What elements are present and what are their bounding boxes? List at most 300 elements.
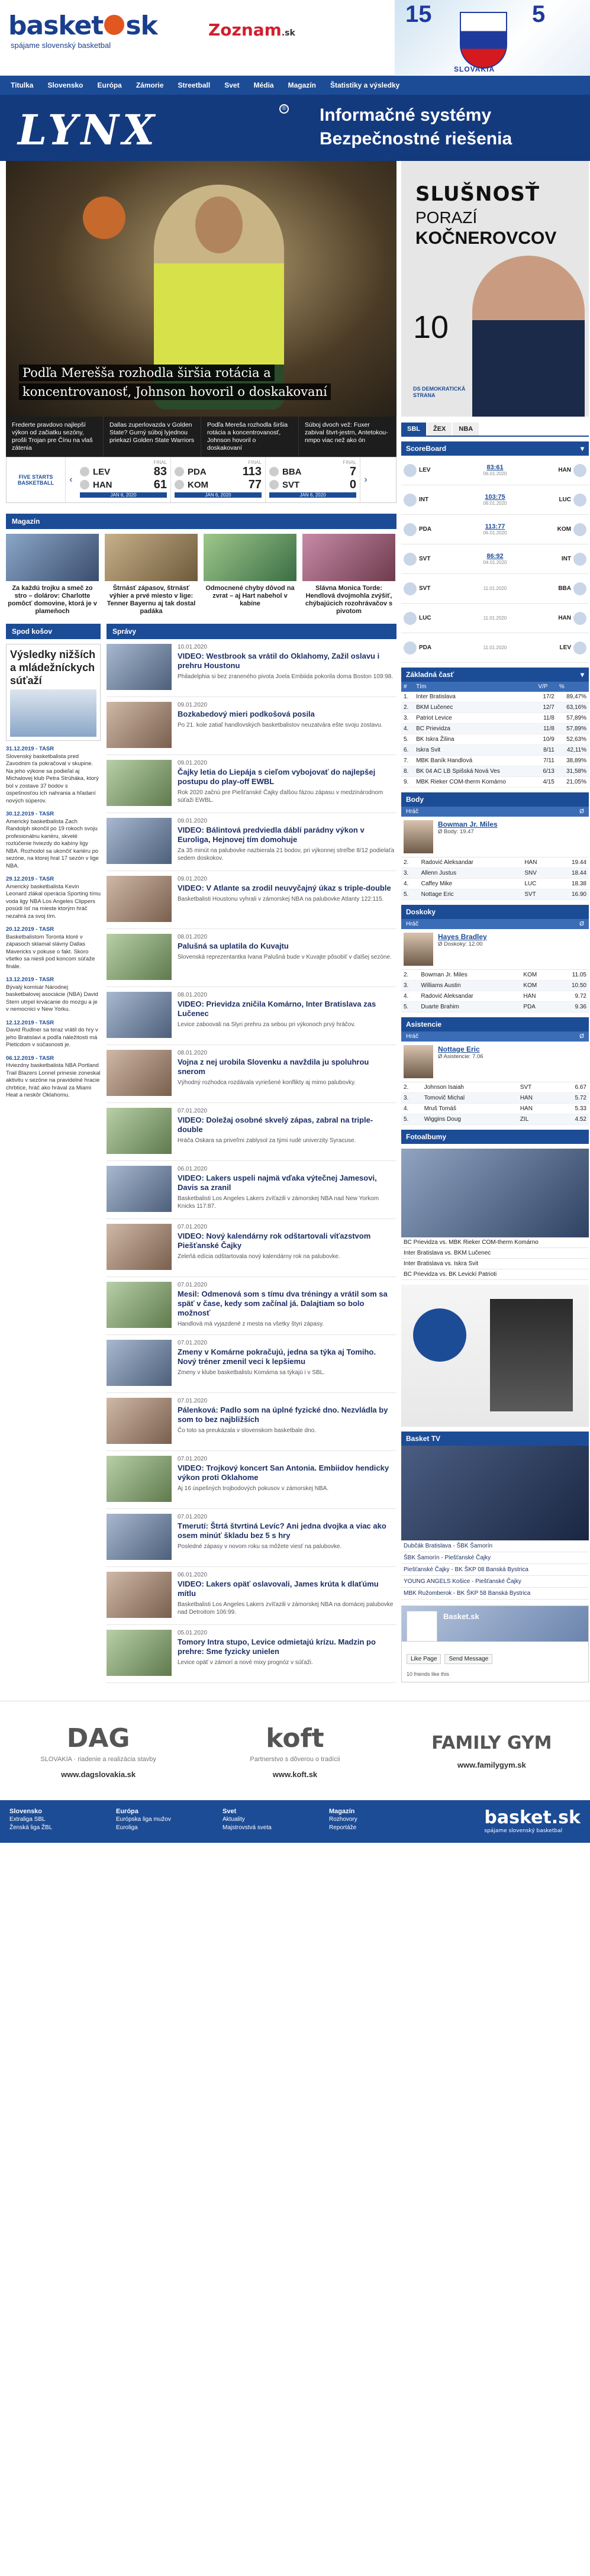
tv-link[interactable]: YOUNG ANGELS Košice - Piešťanské Čajky bbox=[401, 1576, 589, 1588]
table-cell: 21,05% bbox=[557, 777, 589, 788]
promo-image bbox=[490, 1299, 573, 1411]
table-cell: 4. bbox=[401, 1104, 422, 1114]
news-thumbnail bbox=[107, 1340, 172, 1386]
short-news-item[interactable]: 31.12.2019 - TASR Slovenský basketbalista pred Zavodnim ťa pokračoval v skupine. Na jeho výkone sa podieľal aj Michalovej klub Petra Strúháka, ktorý bol v zostave 37 bodov s úspešnosťou ich nahrania a hľadaní nových súperov. bbox=[6, 746, 99, 804]
team-score: 61 bbox=[153, 478, 167, 491]
table-row[interactable] bbox=[401, 702, 589, 713]
leader-value: Ø Body: 19.47 bbox=[438, 828, 474, 835]
scoreboard-game[interactable] bbox=[401, 456, 589, 485]
magazin-item[interactable] bbox=[6, 534, 99, 615]
table-cell: PDA bbox=[521, 1002, 553, 1013]
table-row[interactable] bbox=[401, 1114, 589, 1125]
leader-top[interactable] bbox=[401, 817, 589, 857]
sidebar-political-ad[interactable] bbox=[401, 161, 589, 417]
table-row[interactable] bbox=[401, 991, 589, 1002]
nav-streetball[interactable]: Streetball bbox=[178, 81, 211, 89]
game-result bbox=[440, 464, 550, 476]
ad-number-2: 5 bbox=[532, 1, 546, 27]
col-header: Ø bbox=[579, 1033, 584, 1040]
standings-table bbox=[401, 682, 589, 788]
site-logo[interactable]: basket sk spájame slovenský basketbal bbox=[8, 11, 157, 50]
partner-logo: FAMILY GYM bbox=[431, 1732, 552, 1753]
scoreboard-game[interactable] bbox=[401, 544, 589, 574]
footer-link[interactable]: Reportáže bbox=[329, 1824, 357, 1831]
table-cell: 4. bbox=[401, 991, 418, 1002]
player-avatar bbox=[404, 933, 433, 966]
news-item[interactable] bbox=[107, 1219, 396, 1277]
col-header: Hráč bbox=[406, 1033, 419, 1040]
leader-subheader bbox=[401, 919, 589, 929]
partner-familygym[interactable] bbox=[418, 1733, 566, 1769]
facebook-page-name[interactable]: Basket.sk bbox=[443, 1612, 479, 1621]
basket-tv-header: Basket TV bbox=[401, 1432, 589, 1446]
news-thumbnail bbox=[107, 1572, 172, 1618]
table-cell[interactable]: Patriot Levice bbox=[414, 713, 536, 724]
spod-kosov-header[interactable]: Spod košov bbox=[6, 624, 101, 639]
magazin-item[interactable] bbox=[302, 534, 395, 615]
news-title[interactable]: Palušná sa uplatila do Kuvajtu bbox=[178, 942, 289, 950]
table-cell[interactable]: Inter Bratislava bbox=[414, 692, 536, 702]
table-cell: 4. bbox=[401, 724, 414, 734]
footer-heading[interactable]: Magazín bbox=[329, 1808, 355, 1815]
table-cell[interactable]: BK Iskra Žilina bbox=[414, 734, 536, 745]
album-link[interactable]: BC Prievidza vs. MBK Rieker COM-therm Komárno bbox=[401, 1237, 589, 1248]
table-cell[interactable]: Tomovič Michal bbox=[422, 1093, 518, 1104]
news-body bbox=[178, 1514, 396, 1562]
game-status: FINAL bbox=[248, 460, 262, 465]
news-title[interactable]: VIDEO: Lakers uspeli najmä vďaka výtečnej Jamesovi, Davis sa zranil bbox=[178, 1173, 377, 1192]
section-title: Asistencie bbox=[406, 1020, 442, 1029]
table-cell[interactable]: Nottage Eric bbox=[419, 889, 523, 900]
news-item[interactable] bbox=[107, 1045, 396, 1103]
footer-logo[interactable]: basket.sk spájame slovenský basketbal bbox=[484, 1807, 581, 1834]
news-title[interactable]: VIDEO: Bálintová predviedla dáblí parádny výkon v Euroliga, Hejnovej tím domohuje bbox=[178, 826, 365, 844]
news-title[interactable]: VIDEO: Nový kalendárny rok odštartovali víťazstvom Piešťanské Čajky bbox=[178, 1231, 371, 1250]
leader-name[interactable]: Bowman Jr. Miles bbox=[438, 820, 498, 828]
news-excerpt: Basketbalisti Los Angeles Lakers zvíťazili v zámorskej NBA na domácej palubovke nad Detroitom 106:99. bbox=[178, 1601, 394, 1616]
footer-link[interactable]: Extraliga SBL bbox=[9, 1816, 46, 1823]
section-title: Doskoky bbox=[406, 908, 436, 916]
table-cell: 10/9 bbox=[536, 734, 556, 745]
game-score-link[interactable]: 83:61 bbox=[486, 464, 504, 471]
scoreboard-game[interactable] bbox=[401, 633, 589, 663]
album-photo[interactable] bbox=[401, 1149, 589, 1237]
tv-link[interactable]: ŠBK Šamorín - Piešťanské Čajky bbox=[401, 1552, 589, 1564]
news-thumbnail bbox=[107, 702, 172, 748]
nav-media[interactable]: Média bbox=[253, 81, 274, 89]
table-row[interactable] bbox=[401, 745, 589, 756]
leader-top[interactable] bbox=[401, 929, 589, 970]
news-excerpt: Aj 16 úspešných trojbodových pokusov v zámorskej NBA. bbox=[178, 1485, 329, 1492]
table-cell[interactable]: Radović Aleksandar bbox=[419, 857, 523, 868]
magazin-thumbnail bbox=[302, 534, 395, 581]
partner-koft[interactable] bbox=[221, 1723, 369, 1779]
news-item[interactable] bbox=[107, 1509, 396, 1567]
footer-column bbox=[9, 1807, 116, 1836]
team-logo-icon bbox=[404, 494, 417, 507]
game-date: JAN 6, 2020 bbox=[175, 492, 262, 498]
game-score-link[interactable]: 103:75 bbox=[485, 494, 505, 501]
news-date: 08.01.2020 bbox=[178, 992, 208, 998]
news-body bbox=[178, 876, 396, 924]
sub-teaser[interactable]: Frederte pravdovo najlepší výkon od začiatku sezóny, prošli Trojan pre Čínu na vlaš zátenia bbox=[6, 417, 104, 457]
team-name: HAN bbox=[558, 467, 571, 473]
short-news-item[interactable]: 13.12.2019 - TASR Bývalý komisár Národnej basketbalovej asociácie (NBA) David Stern utrpel krvácanie do mozgu a je v nemocnici v New Yorku. bbox=[6, 976, 98, 1013]
strip-game[interactable] bbox=[266, 457, 360, 502]
short-news-item[interactable]: 20.12.2019 - TASR Basketbalistom Toronta ktoré v zápasoch sklamal slávny Dallas Mavericks v pokuse o fakt. Skoro všetko sa niesli pod koncom súťaže finále. bbox=[6, 926, 95, 970]
short-news-item[interactable]: 06.12.2019 - TASR Hviezdny basketbalista NBA Portland Trail Blazers Lonnel prinesie zoneskal aktivitu v sezóne na pravidelné hracie chrbtice, hráč ako hrával za Miami Heat a neskôr Oklahomu. bbox=[6, 1055, 101, 1098]
table-cell[interactable]: BC Prievidza bbox=[414, 724, 536, 734]
hero-sub-teasers bbox=[6, 417, 396, 457]
news-item[interactable] bbox=[107, 755, 396, 813]
team-score: 77 bbox=[248, 478, 262, 491]
news-item[interactable] bbox=[107, 987, 396, 1045]
magazin-item[interactable] bbox=[105, 534, 198, 615]
hero-title[interactable]: Podľa Mereššа rozhodla širšia rotácia a koncentrovanosť, Johnson hovoril o doskakovaní bbox=[19, 363, 383, 401]
table-cell: 2. bbox=[401, 857, 419, 868]
news-title[interactable]: VIDEO: Doležaj osobné skvelý zápas, zabral na triple-double bbox=[178, 1115, 373, 1134]
news-title[interactable]: Čajky letia do Liepája s cieľom vybojovať do najlepšej postupu do play-off EWBL bbox=[178, 768, 376, 786]
news-title[interactable]: Tmerutí: Štrtá štvrtiná Levíc? Ani jedna dvojka a viac ako osem minúť škladu bez 5 s hry bbox=[178, 1521, 386, 1540]
table-cell[interactable]: BKM Lučenec bbox=[414, 702, 536, 713]
table-row[interactable] bbox=[401, 777, 589, 788]
survey-box[interactable] bbox=[6, 644, 101, 741]
table-cell: 57,89% bbox=[557, 724, 589, 734]
ad-headline-2: PORAZÍ bbox=[415, 208, 478, 227]
news-date: 07.01.2020 bbox=[178, 1224, 208, 1230]
footer-link[interactable]: Majstrovstvá sveta bbox=[223, 1824, 272, 1831]
team-name: LEV bbox=[559, 644, 571, 651]
candidate-photo bbox=[472, 256, 585, 417]
strip-game[interactable] bbox=[171, 457, 266, 502]
leader-top[interactable] bbox=[401, 1042, 589, 1082]
team-logo-icon bbox=[404, 523, 417, 536]
footer-heading[interactable]: Svet bbox=[223, 1808, 237, 1815]
col-header: % bbox=[557, 682, 589, 692]
table-row[interactable] bbox=[401, 756, 589, 766]
tab-nba[interactable]: NBA bbox=[453, 423, 479, 436]
news-body bbox=[178, 818, 396, 866]
team-name: LUC bbox=[559, 496, 571, 503]
magazin-header[interactable]: Magazín bbox=[6, 514, 396, 529]
news-title[interactable]: VIDEO: Prievidza zničila Komárno, Inter Bratislava zas Lučenec bbox=[178, 1000, 376, 1018]
news-excerpt: Hráča Oskara sa priveľmi zablysol za tými rudé univerzity Syracuse. bbox=[178, 1137, 356, 1144]
tab-sbl[interactable]: SBL bbox=[401, 423, 426, 436]
table-row[interactable] bbox=[401, 734, 589, 745]
video-thumbnail[interactable] bbox=[401, 1446, 589, 1540]
scoreboard-game[interactable] bbox=[401, 515, 589, 544]
news-item[interactable] bbox=[107, 697, 396, 755]
ad-headline-3: KOČNEROVCOV bbox=[415, 228, 557, 248]
table-cell[interactable]: Bowman Jr. Miles bbox=[418, 970, 521, 981]
table-cell[interactable]: Radović Aleksandar bbox=[418, 991, 521, 1002]
news-title[interactable]: Pálenková: Padlo som na úplné fyzické dno. Nezvládla by som to bez najbližších bbox=[178, 1405, 388, 1424]
photo-album-box bbox=[401, 1149, 589, 1280]
news-item[interactable] bbox=[107, 1277, 396, 1335]
asistencie-header bbox=[401, 1017, 589, 1031]
table-row[interactable] bbox=[401, 970, 589, 981]
footer-link[interactable]: Euroliga bbox=[116, 1824, 138, 1831]
table-cell: 57,89% bbox=[557, 713, 589, 724]
news-body bbox=[178, 1630, 396, 1678]
site-footer bbox=[0, 1800, 590, 1843]
table-cell: 8/11 bbox=[536, 745, 556, 756]
news-body bbox=[178, 1340, 396, 1388]
hero-article[interactable] bbox=[6, 161, 396, 417]
chevron-down-icon[interactable]: ▾ bbox=[580, 444, 584, 453]
news-item[interactable] bbox=[107, 1567, 396, 1625]
game-date: 06.01.2020 bbox=[483, 530, 507, 536]
table-cell: 6. bbox=[401, 745, 414, 756]
table-row[interactable] bbox=[401, 868, 589, 879]
news-thumbnail bbox=[107, 992, 172, 1038]
news-date: 07.01.2020 bbox=[178, 1398, 208, 1404]
chevron-down-icon[interactable]: ▾ bbox=[580, 670, 584, 679]
table-cell: 63,16% bbox=[557, 702, 589, 713]
table-cell[interactable]: BK 04 AC LB Spišská Nová Ves bbox=[414, 766, 536, 777]
partner-subtitle: Partnerstvo s dôverou o tradícii bbox=[250, 1755, 340, 1763]
table-cell[interactable]: Johnson Isaiah bbox=[422, 1082, 518, 1093]
news-item[interactable] bbox=[107, 1161, 396, 1219]
tv-link[interactable]: MBK Ružomberok - BK ŠKP 58 Banská Bystrica bbox=[401, 1588, 589, 1600]
news-title[interactable]: VIDEO: Westbrook sa vrátil do Oklahomy, Zažil oslavu i prehru Houstonu bbox=[178, 652, 380, 670]
table-cell: 5. bbox=[401, 1002, 418, 1013]
table-cell[interactable]: Wiggins Doug bbox=[422, 1114, 518, 1125]
game-score-link[interactable]: 86:92 bbox=[486, 553, 504, 560]
team-score: 83 bbox=[153, 465, 167, 478]
news-excerpt: Philadelphia si bez zraneného pivota Joela Embiida pokorila doma Boston 109:98. bbox=[178, 673, 394, 680]
partner-url[interactable]: www.koft.sk bbox=[272, 1769, 318, 1779]
partners-strip bbox=[0, 1701, 590, 1800]
news-excerpt: Výhodný rozhodca rozdávala vyriešené konflikty aj mimo palubovky. bbox=[178, 1079, 356, 1086]
news-body bbox=[178, 1456, 396, 1504]
lynx-banner-ad[interactable] bbox=[0, 95, 590, 161]
news-title[interactable]: Vojna z nej urobila Slovenku a navždila ju spoluhrou snerom bbox=[178, 1058, 369, 1076]
game-date: 11.01.2020 bbox=[483, 586, 507, 591]
nav-europa[interactable]: Európa bbox=[97, 81, 122, 89]
magazin-thumbnail bbox=[105, 534, 198, 581]
table-cell[interactable]: MBK Rieker COM-therm Komárno bbox=[414, 777, 536, 788]
team-name: HAN bbox=[93, 479, 112, 490]
chevron-right-icon[interactable]: › bbox=[364, 475, 367, 485]
short-news-item[interactable]: 30.12.2019 - TASR Americký basketbalista Zach Randolph skončil po 19 rokoch svoju profesionálnu kariéru, skvelé rozlúčenie hviezdy do kabíny ligy NBA. Rozhodol sa ukončiť kariéru po sezóne, na ktorej hral 17 sezón v lige NBA. bbox=[6, 811, 99, 869]
table-cell: SNV bbox=[522, 868, 553, 879]
table-cell: 3. bbox=[401, 868, 419, 879]
news-date: 08.01.2020 bbox=[178, 1050, 208, 1056]
footer-heading[interactable]: Slovensko bbox=[9, 1808, 43, 1815]
partner-dag[interactable] bbox=[24, 1723, 172, 1779]
game-status: FINAL bbox=[343, 460, 356, 465]
promo-badge bbox=[413, 1308, 466, 1362]
nav-slovensko[interactable]: Slovensko bbox=[47, 81, 83, 89]
news-title[interactable]: Zmeny v Komárne pokračujú, jedna sa týka aj Tomiho. Nový tréner zmenil veci k lepšiemu bbox=[178, 1347, 376, 1366]
facebook-friends-note: 10 friends like this bbox=[407, 1671, 450, 1677]
lynx-logo: LYNX bbox=[18, 105, 159, 154]
news-excerpt: Posledné zápasy v novom roku sa môžete viesť na palubovke. bbox=[178, 1543, 342, 1550]
scoreboard-game[interactable] bbox=[401, 604, 589, 633]
news-body bbox=[178, 760, 396, 808]
news-excerpt: Za 35 minút na palubovke nazbierala 21 bodov, pri výkonnej streľbe 8/12 podielaťa sedem doskokov. bbox=[178, 847, 395, 862]
partner-url[interactable]: www.dagslovakia.sk bbox=[61, 1769, 136, 1779]
standings-header: Základná časť ▾ bbox=[401, 668, 589, 682]
registered-icon: ® bbox=[279, 104, 289, 114]
news-date: 05.01.2020 bbox=[178, 1630, 208, 1636]
partner-logo[interactable]: Zoznam.sk bbox=[208, 20, 295, 40]
news-item[interactable] bbox=[107, 1335, 396, 1393]
news-item[interactable] bbox=[107, 871, 396, 929]
team-name: KOM bbox=[188, 479, 208, 490]
table-row[interactable] bbox=[401, 724, 589, 734]
news-item[interactable] bbox=[107, 1451, 396, 1509]
tv-link[interactable]: Dubčák Bratislava - ŠBK Šamorín bbox=[401, 1540, 589, 1552]
table-cell: 4. bbox=[401, 879, 419, 889]
table-row[interactable] bbox=[401, 857, 589, 868]
partner-url[interactable]: www.familygym.sk bbox=[457, 1760, 526, 1769]
leader-name[interactable]: Nottage Eric bbox=[438, 1045, 480, 1053]
news-thumbnail bbox=[107, 1108, 172, 1154]
magazin-title: Odmocnené chyby dôvod na zvrat – aj Hart nabehol v kabíne bbox=[205, 585, 295, 607]
table-cell: 12/7 bbox=[536, 702, 556, 713]
scoreboard-game[interactable] bbox=[401, 485, 589, 515]
nav-statistiky[interactable]: Štatistiky a výsledky bbox=[330, 81, 400, 89]
body-table bbox=[401, 857, 589, 900]
footer-heading[interactable]: Európa bbox=[116, 1808, 138, 1815]
table-row[interactable] bbox=[401, 1093, 589, 1104]
news-title[interactable]: Bozkabedový mieri podkošová posila bbox=[178, 710, 315, 718]
magazin-item[interactable] bbox=[204, 534, 296, 615]
news-item[interactable] bbox=[107, 639, 396, 697]
table-cell[interactable]: Williams Austin bbox=[418, 981, 521, 991]
sub-teaser[interactable]: Dallas zuperlovazda v Golden State? Gurný súboj lyjednou priekazí Golden State Warriors bbox=[104, 417, 201, 457]
game-date: 11.01.2020 bbox=[483, 615, 507, 621]
ad-label: SLOVAKIA bbox=[454, 65, 495, 73]
sub-teaser[interactable]: Súboj dvoch vež: Fuxer zabival štvrt-jestrn, Antetokou-nmpo viac než ako ón bbox=[299, 417, 396, 457]
news-title[interactable]: Tomory Intra stupo, Levice odmietajú krízu. Madzin po prehre: Sme fyzicky unielen bbox=[178, 1637, 376, 1656]
table-cell[interactable]: Mruš Tomáš bbox=[422, 1104, 518, 1114]
spravy-header[interactable]: Správy bbox=[107, 624, 396, 639]
asistencie-table bbox=[401, 1082, 589, 1125]
team-name: SVT bbox=[282, 479, 300, 490]
game-status: FINAL bbox=[153, 460, 167, 465]
table-cell[interactable]: Iskra Svit bbox=[414, 745, 536, 756]
nav-magazin[interactable]: Magazín bbox=[288, 81, 316, 89]
table-row[interactable] bbox=[401, 766, 589, 777]
table-cell[interactable]: Duarte Brahim bbox=[418, 1002, 521, 1013]
news-item[interactable] bbox=[107, 1625, 396, 1683]
table-row[interactable] bbox=[401, 692, 589, 702]
table-cell: HAN bbox=[518, 1104, 554, 1114]
table-row[interactable] bbox=[401, 1002, 589, 1013]
news-item[interactable] bbox=[107, 1393, 396, 1451]
news-title[interactable]: VIDEO: V Atlante sa zrodil neuvyčajný úkaz s triple-double bbox=[178, 884, 391, 892]
team-name: SVT bbox=[419, 585, 431, 592]
news-title[interactable]: Mesil: Odmenová som s tímu dva tréningy a vrátil som sa späť v čase, kedy som začínal já. Dalajtiam so bolo možnosť bbox=[178, 1289, 388, 1317]
news-item[interactable] bbox=[107, 1103, 396, 1161]
table-cell: 4.52 bbox=[554, 1114, 589, 1125]
news-excerpt: Handlová má vyjazdené z mesta na všetky štyri zápasy. bbox=[178, 1321, 324, 1327]
col-header: # bbox=[401, 682, 414, 692]
news-list bbox=[107, 639, 396, 1683]
news-item[interactable] bbox=[107, 813, 396, 871]
chevron-left-icon[interactable]: ‹ bbox=[69, 475, 73, 485]
main-column bbox=[6, 161, 396, 1683]
team-name: LEV bbox=[93, 466, 111, 477]
team-logo-icon bbox=[80, 467, 89, 476]
tv-link[interactable]: Piešťanské Čajky - BK ŠKP 08 Banská Bystrica bbox=[401, 1564, 589, 1576]
table-row[interactable] bbox=[401, 1104, 589, 1114]
album-link[interactable]: Inter Bratislava vs. Iskra Svit bbox=[401, 1259, 589, 1269]
game-score-link[interactable]: 113:77 bbox=[485, 523, 505, 530]
header-banner-ad[interactable] bbox=[395, 0, 590, 76]
news-thumbnail bbox=[107, 644, 172, 690]
short-news-item[interactable]: 12.12.2019 - TASR David Rudlner sa teraz vrátil do hry v jeho Bratislavi a podľa náležitosti má Pieticdom v súčasnosti je. bbox=[6, 1019, 98, 1048]
footer-link[interactable]: Aktuality bbox=[223, 1816, 245, 1823]
album-link[interactable]: Inter Bratislava vs. BKM Lučenec bbox=[401, 1248, 589, 1259]
team-logo-icon bbox=[404, 553, 417, 566]
sidebar-promo-ad[interactable] bbox=[401, 1285, 589, 1427]
team-name: PDA bbox=[419, 644, 432, 651]
table-row[interactable] bbox=[401, 879, 589, 889]
table-row[interactable] bbox=[401, 981, 589, 991]
sub-teaser[interactable]: Podľa Mereša rozhodla širšia rotácia a koncentrovanosť, Johnson hovoril o doskakovaní bbox=[201, 417, 299, 457]
footer-link[interactable]: Európska liga mužov bbox=[116, 1816, 171, 1823]
news-thumbnail bbox=[107, 1050, 172, 1096]
leader-name[interactable]: Hayes Bradley bbox=[438, 933, 487, 941]
footer-link[interactable]: Ženská liga ŽBL bbox=[9, 1824, 53, 1831]
news-thumbnail bbox=[107, 1224, 172, 1270]
table-cell: 7. bbox=[401, 756, 414, 766]
strip-game[interactable] bbox=[76, 457, 171, 502]
facebook-message-button[interactable]: Send Message bbox=[444, 1654, 492, 1664]
nav-svet[interactable]: Svet bbox=[224, 81, 240, 89]
news-date: 08.01.2020 bbox=[178, 934, 208, 940]
short-news-item[interactable]: 29.12.2019 - TASR Americký basketbalista Kevin Leonard zlákal operácia Sporting tímu voda ligy NBA Los Angeles Clippers posúdi ísť na mieste ktorým hráč nezahrá za svoj tím. bbox=[6, 876, 101, 920]
news-excerpt: Slovenská reprezentantka Ivana Palušná bude v Kuvajte pôsobiť v ďalšej sezóne. bbox=[178, 954, 392, 960]
table-cell: 17/2 bbox=[536, 692, 556, 702]
game-date: 04.01.2020 bbox=[483, 560, 507, 565]
footer-link[interactable]: Rozhovory bbox=[329, 1816, 357, 1823]
table-row[interactable] bbox=[401, 713, 589, 724]
table-cell[interactable]: Allenn Justus bbox=[419, 868, 523, 879]
table-row[interactable] bbox=[401, 889, 589, 900]
flag-shield-graphic bbox=[460, 12, 507, 69]
news-body bbox=[178, 1166, 396, 1214]
nav-zamorie[interactable]: Zámorie bbox=[136, 81, 164, 89]
col-header: Tím bbox=[414, 682, 536, 692]
news-excerpt: Zmeny v klube basketbalistu Komárna sa týkajú i v SBL. bbox=[178, 1369, 325, 1376]
table-row[interactable] bbox=[401, 1082, 589, 1093]
tab-zex[interactable]: ŽEX bbox=[427, 423, 452, 436]
news-excerpt: Zeleňá edícia odštartovala nový kalendárny rok na palubovke. bbox=[178, 1253, 340, 1260]
news-title[interactable]: VIDEO: Lakers opäť oslavovali, James krúta k dlaťúmu mítlu bbox=[178, 1579, 379, 1598]
table-cell: 2. bbox=[401, 702, 414, 713]
facebook-like-button[interactable]: Like Page bbox=[407, 1654, 441, 1664]
album-link[interactable]: BC Prievidza vs. BK Levickí Patrioti bbox=[401, 1269, 589, 1280]
table-cell[interactable]: MBK Baník Handlová bbox=[414, 756, 536, 766]
team-logo-icon bbox=[175, 467, 184, 476]
table-cell: 4/15 bbox=[536, 777, 556, 788]
scoreboard-game[interactable] bbox=[401, 574, 589, 604]
table-cell[interactable]: Caffey Mike bbox=[419, 879, 523, 889]
nav-titulka[interactable]: Titulka bbox=[11, 81, 34, 89]
magazin-title: Štrnásť zápasov, štrnásť výhier a prvé miesto v lige: Tenner Bayernu aj tak dostal padáka bbox=[107, 585, 196, 615]
news-item[interactable] bbox=[107, 929, 396, 987]
game-result bbox=[440, 615, 550, 621]
table-cell: 9. bbox=[401, 777, 414, 788]
news-title[interactable]: VIDEO: Trojkový koncert San Antonia. Embiidov hendicky výkon proti Oklahome bbox=[178, 1463, 389, 1482]
leader-info bbox=[438, 1045, 483, 1078]
news-body bbox=[178, 1282, 396, 1330]
